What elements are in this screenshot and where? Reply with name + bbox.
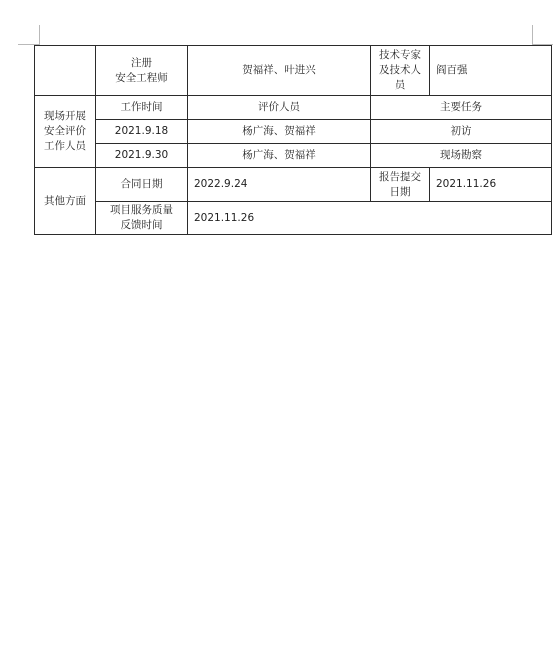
main-task-cell: 初访 [371,120,552,144]
evaluators-cell: 杨广海、贺福祥 [188,120,371,144]
evaluation-info-table [34,45,552,235]
crop-mark-left-vertical [39,25,40,45]
onsite-section-label: 现场开展 安全评价 工作人员 [35,96,96,168]
report-date-value: 2021.11.26 [430,168,552,202]
table-row [35,168,552,202]
table-row [35,120,552,144]
registered-engineer-names: 贺福祥、叶进兴 [188,46,371,96]
work-time-header: 工作时间 [96,96,188,120]
report-date-label: 报告提交 日期 [371,168,430,202]
table-row [35,96,552,120]
empty-header-cell [35,46,96,96]
evaluators-header: 评价人员 [188,96,371,120]
main-task-header: 主要任务 [371,96,552,120]
technical-expert-name: 阎百强 [430,46,552,96]
registered-engineer-label: 注册 安全工程师 [96,46,188,96]
work-time-cell: 2021.9.30 [96,144,188,168]
feedback-time-label: 项目服务质量 反馈时间 [96,202,188,235]
contract-date-value: 2022.9.24 [188,168,371,202]
feedback-time-value: 2021.11.26 [188,202,552,235]
work-time-cell: 2021.9.18 [96,120,188,144]
crop-mark-right-vertical [532,25,533,45]
contract-date-label: 合同日期 [96,168,188,202]
main-task-cell: 现场勘察 [371,144,552,168]
table-row [35,46,552,96]
technical-expert-label: 技术专家 及技术人 员 [371,46,430,96]
table-row [35,144,552,168]
evaluators-cell: 杨广海、贺福祥 [188,144,371,168]
table-row [35,202,552,235]
other-section-label: 其他方面 [35,168,96,235]
